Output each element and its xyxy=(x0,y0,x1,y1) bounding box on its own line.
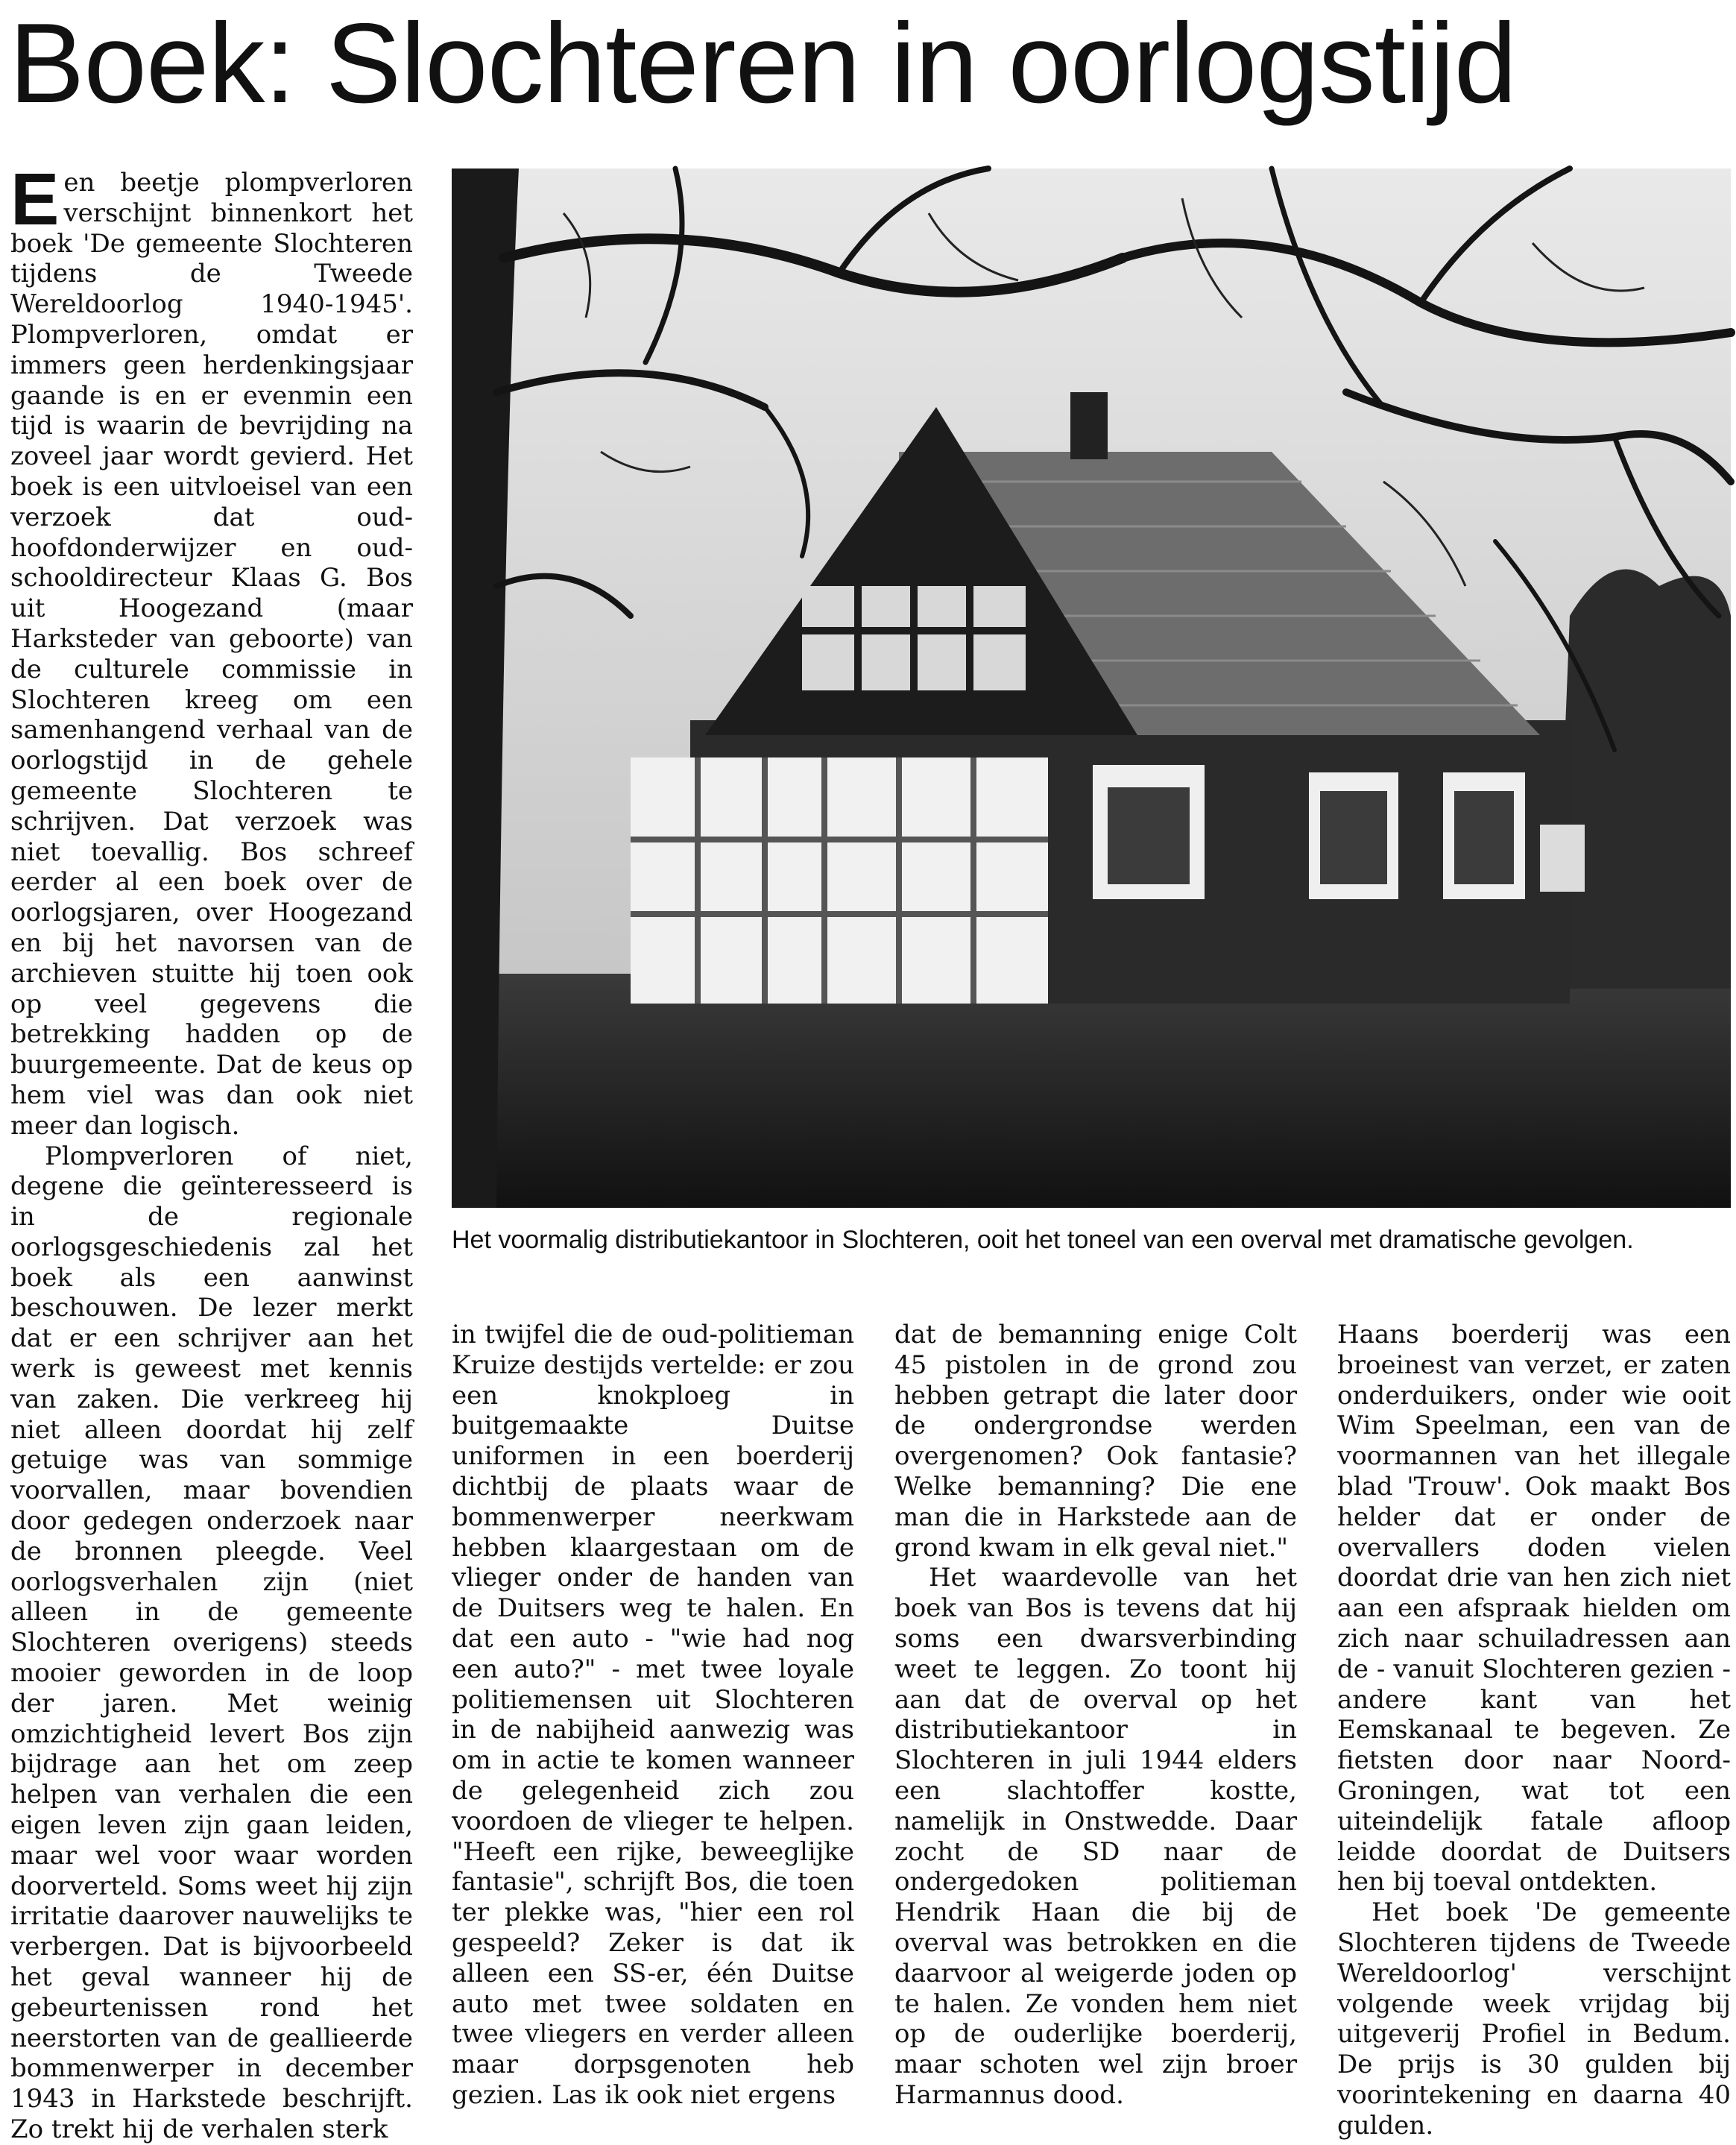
paragraph-text: en beetje plompverloren verschijnt binnenkort het boek 'De gemeente Slochteren tijdens de Tweede Wereldoorlog 1940-1945'. Plompverloren, omdat er immers geen herdenkingsjaar gaande is en er evenmin een tijd is waarin de bevrijding na zoveel jaar wordt gevierd. Het boek is een uitvloeisel van een verzoek dat oud-hoofdonderwijzer en oud-schooldirecteur Klaas G. Bos uit Hoogezand (maar Harksteder van geboorte) van de culturele commissie in Slochteren kreeg om een samenhangend verhaal van de oorlogstijd in de gehele gemeente Slochteren te schrijven. Dat verzoek was niet toevallig. Bos schreef eerder al een boek over de oorlogsjaren, over Hoogezand en bij het navorsen van de archieven stuitte hij toen ook op veel gegevens die betrekking hadden op de buurgemeente. Dat de keus op hem viel was dan ook niet meer dan logisch. xyxy=(10,168,413,1141)
article-paragraph-6: Haans boerderij was een broeinest van verzet, er zaten onderduikers, onder wie ooit Wim Speelman, een van de voormannen van het illegale blad 'Trouw'. Ook maakt Bos helder dat er onder de overvallers doden vielen doordat drie van hen zich niet aan een afspraak hielden om zich naar schuiladressen aan de - vanuit Slochteren gezien - andere kant van het Eemskanaal te begeven. Ze fietsten door naar Noord-Groningen, wat tot een uiteindelijk fatale afloop leidde doordat de Duitsers hen bij toeval ontdekten. xyxy=(1337,1320,1731,1897)
article-paragraph-1 xyxy=(10,158,413,1141)
house-photo-image xyxy=(452,168,1731,1208)
article-column-3 xyxy=(894,1320,1297,2125)
photo-caption: Het voormalig distributiekantoor in Slochteren, ooit het toneel van een overval met dramatische gevolgen. xyxy=(452,1226,1634,1254)
house-photo xyxy=(452,168,1731,1208)
headline: Boek: Slochteren in oorlogstijd xyxy=(9,0,1517,127)
article-column-2 xyxy=(452,1320,854,2125)
article-column-1 xyxy=(10,158,413,2144)
article-paragraph-3: in twijfel die de oud-politieman Kruize destijds vertelde: er zou een knokploeg in buitgemaakte Duitse uniformen in een boerderij dichtbij de plaats waar de bommenwerper neerkwam hebben klaargestaan om de vlieger onder de handen van de Duitsers weg te halen. En dat een auto - "wie had nog een auto?" - met twee loyale politiemensen uit Slochteren in de nabijheid aanwezig was om in actie te komen wanneer de gelegenheid zich zou voordoen de vlieger te helpen. "Heeft een rijke, beweeglijke fantasie", schrijft Bos, die toen ter plekke was, "hier een rol gespeeld? Zeker is dat ik alleen een SS-er, één Duitse auto met twee soldaten en twee vliegers en verder alleen maar dorpsgenoten heb gezien. Las ik ook niet ergens xyxy=(452,1320,854,2110)
article-paragraph-5: Het waardevolle van het boek van Bos is tevens dat hij soms een dwarsverbinding weet te leggen. Zo toont hij aan dat de overval op het distributiekantoor in Slochteren in juli 1944 elders een slachtoffer kostte, namelijk in Onstwedde. Daar zocht de SD naar de ondergedoken politieman Hendrik Haan die bij de overval was betrokken en die daarvoor al weigerde joden op te halen. Ze vonden hem niet op de ouderlijke boerderij, maar schoten wel zijn broer Harmannus dood. xyxy=(894,1563,1297,2110)
drop-cap: E xyxy=(10,158,60,240)
article-column-4 xyxy=(1337,1320,1731,2141)
article-paragraph-7: Het boek 'De gemeente Slochteren tijdens de Tweede Wereldoorlog' verschijnt volgende week vrijdag bij uitgeverij Profiel in Bedum. De prijs is 30 gulden bij voorintekening en daarna 40 gulden. xyxy=(1337,1897,1731,2141)
article-paragraph-4: dat de bemanning enige Colt 45 pistolen in de grond zou hebben getrapt die later door de ondergrondse werden overgenomen? Ook fantasie? Welke bemanning? Die ene man die in Harkstede aan de grond kwam in elk geval niet." xyxy=(894,1320,1297,1563)
article-paragraph-2: Plompverloren of niet, degene die geïnteresseerd is in de regionale oorlogsgeschiedenis zal het boek als een aanwinst beschouwen. De lezer merkt dat er een schrijver aan het werk is geweest met kennis van zaken. Die verkreeg hij niet alleen doordat hij zelf getuige was van sommige voorvallen, maar bovendien door gedegen onderzoek naar de bronnen pleegde. Veel oorlogsverhalen zijn (niet alleen in de gemeente Slochteren overigens) steeds mooier geworden in de loop der jaren. Met weinig omzichtigheid levert Bos zijn bijdrage aan het om zeep helpen van verhalen die een eigen leven zijn gaan leiden, maar wel voor waar worden doorverteld. Soms weet hij zijn irritatie daarover nauwelijks te verbergen. Dat is bijvoorbeeld het geval wanneer hij de gebeurtenissen rond het neerstorten van de geallieerde bommenwerper in december 1943 in Harkstede beschrijft. Zo trekt hij de verhalen sterk xyxy=(10,1141,413,2144)
